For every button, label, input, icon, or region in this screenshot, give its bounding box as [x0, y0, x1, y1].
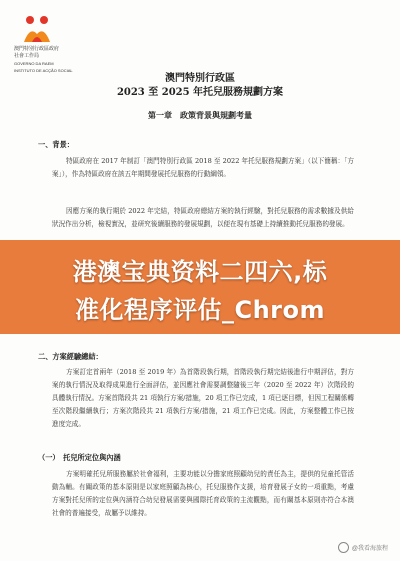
- banner-line-2: 准化程序评估_Chrom: [74, 296, 326, 324]
- paragraph-3: 方案訂定首兩年（2018 至 2019 年）為首階段執行期，首階段執行期完結後進行中期評估，對方案的執行情況及取得成果進行全面評估，並因應社會需要調整隨後三年（2020 至 2022 年）次階段的具體執行情況。方案首階段共 21 項執行方案/措施，20 項工作已完成，1 項已逐目標，但因工程關係轉至次階段繼續執行；方案次階段共 21 項執行方案/措施，21 項工作已完成。因此，方案整體工作已按進度完成。: [52, 368, 354, 428]
- ias-logo-icon: [20, 14, 54, 44]
- chapter-heading: 第一章 政策背景與規劃考量: [148, 110, 252, 120]
- logo-line-4: INSTITUTO DE ACÇÃO SOCIAL: [14, 68, 73, 73]
- title-line-1: 澳門特別行政區: [165, 73, 235, 84]
- logo-line-2: 社會工作局: [14, 53, 40, 59]
- logo-line-3: GOVERNO DA RAEM: [14, 61, 54, 66]
- logo-text: [14, 46, 94, 74]
- paragraph-4: 方案明確托兒所服務屬於社會福利，主要功能以分擔家庭照顧幼兒的責任為主，提供的兒童托管活動為輔。有關政策的基本原則是以家庭照顧為核心，托兒服務作支援，培育發展子女的一項重點，考慮方案對托兒所的定位與內涵符合幼兒發展需要與國際托育政策的主流觀點，而有關基本原則亦符合本澳社會的普遍接受，故屬予以維持。: [52, 470, 354, 517]
- watermark-icon: [338, 542, 349, 553]
- paragraph-2: 因應方案的執行期於 2022 年完結，特區政府總結方案的執行經驗，對托兒服務的需求數據及供給狀況作出分析，檢視實況，並研究後續服務的發展規劃，以便在現有基礎上持續推動托兒服務的發展。: [52, 207, 354, 228]
- overlay-banner: [0, 240, 400, 334]
- section-summary-heading: 二、方案經驗總結：: [38, 352, 103, 361]
- title-line-2: 2023 至 2025 年托兒服務規劃方案: [116, 87, 284, 98]
- watermark: [338, 542, 388, 553]
- watermark-text: @我看海旅程: [351, 546, 388, 552]
- subsection-heading: （一） 托兒所定位與內涵: [38, 453, 121, 462]
- banner-line-1: 港澳宝典资料二四六,标: [72, 258, 328, 286]
- section-background-heading: 一、背景：: [38, 140, 74, 149]
- logo-line-1: 澳門特別行政區政府: [14, 46, 60, 52]
- paragraph-1: 特區政府在 2017 年制訂「澳門特別行政區 2018 至 2022 年托兒服務規劃方案」（以下簡稱：「方案」），作為特區政府在該五年期間發展托兒服務的行動綱領。: [52, 157, 354, 178]
- document-title: [0, 72, 400, 100]
